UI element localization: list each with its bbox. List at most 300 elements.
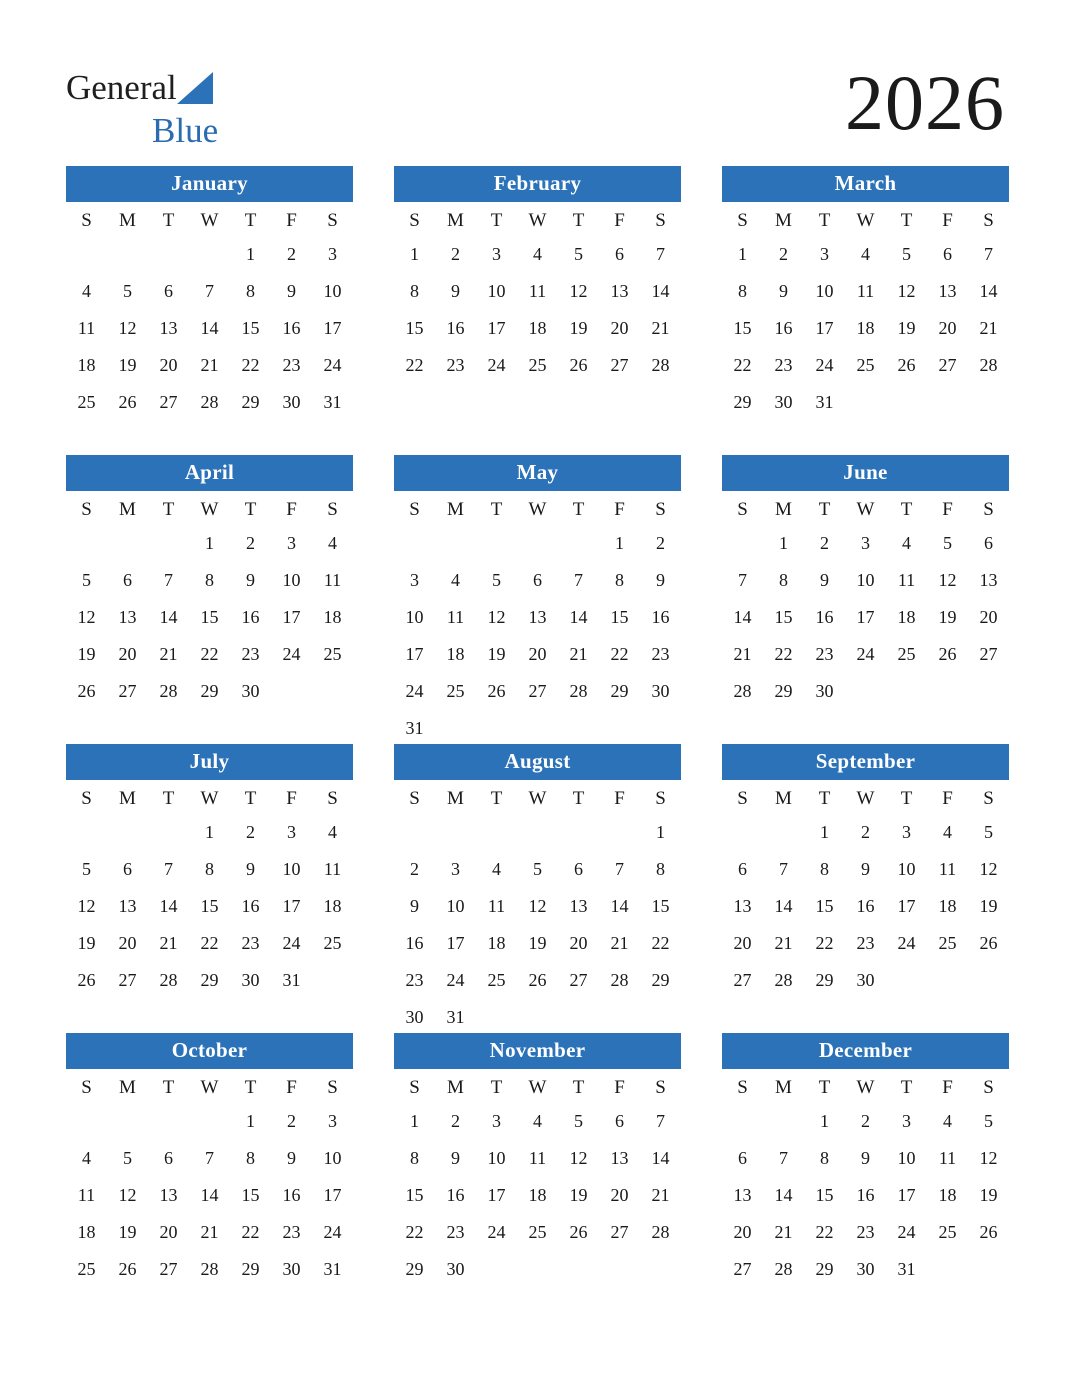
day-cell — [476, 999, 517, 1036]
week-row — [722, 310, 1009, 347]
day-cell — [66, 236, 107, 273]
day-cell: 4 — [451, 570, 460, 590]
day-cell: 18 — [77, 355, 96, 375]
day-cell: 17 — [446, 933, 465, 953]
week-row — [66, 999, 353, 1033]
day-cell: 7 — [738, 570, 747, 590]
day-cell: 26 — [118, 392, 137, 412]
week-row — [394, 310, 681, 347]
day-cell — [558, 525, 599, 562]
day-cell: 29 — [651, 970, 670, 990]
month-table — [722, 493, 1009, 744]
day-cell: 28 — [733, 681, 752, 701]
week-row — [722, 347, 1009, 384]
day-cell — [558, 999, 599, 1036]
day-cell: 14 — [159, 896, 178, 916]
day-cell: 27 — [159, 392, 178, 412]
day-cell: 11 — [446, 607, 465, 627]
day-cell: 28 — [569, 681, 588, 701]
day-cell: 20 — [733, 933, 752, 953]
day-cell: 18 — [323, 896, 342, 916]
day-cell — [476, 384, 517, 418]
week-row — [722, 384, 1009, 421]
day-cell: 3 — [820, 244, 829, 264]
day-cell: 9 — [861, 1148, 870, 1168]
day-cell: 27 — [118, 681, 137, 701]
weekday-header: F — [942, 788, 953, 809]
day-cell: 1 — [410, 1111, 419, 1131]
day-cell — [271, 421, 312, 455]
day-cell — [968, 673, 1009, 710]
day-cell: 18 — [938, 1185, 957, 1205]
day-cell: 23 — [241, 933, 260, 953]
day-cell: 10 — [897, 1148, 916, 1168]
day-cell: 19 — [569, 318, 588, 338]
day-cell: 23 — [405, 970, 424, 990]
day-cell: 1 — [205, 822, 214, 842]
day-cell — [640, 999, 681, 1036]
week-row — [394, 418, 681, 452]
weekday-header: W — [200, 1077, 219, 1098]
day-cell: 26 — [897, 355, 916, 375]
day-cell: 4 — [82, 1148, 91, 1168]
day-cell: 13 — [569, 896, 588, 916]
week-row — [722, 925, 1009, 962]
weekday-header: T — [572, 210, 585, 231]
month-title: April — [66, 455, 353, 491]
weekday-header: S — [409, 210, 420, 231]
day-cell: 16 — [241, 607, 260, 627]
weekday-header: T — [162, 499, 175, 520]
day-cell — [230, 421, 271, 455]
weekday-header: T — [244, 210, 257, 231]
day-cell: 3 — [328, 1111, 337, 1131]
week-row — [394, 236, 681, 273]
month-table — [66, 204, 353, 455]
month-title: June — [722, 455, 1009, 491]
day-cell: 19 — [77, 644, 96, 664]
day-cell: 23 — [282, 1222, 301, 1242]
weekday-header-row — [394, 204, 681, 236]
day-cell: 20 — [159, 1222, 178, 1242]
day-cell: 29 — [815, 970, 834, 990]
day-cell — [763, 1103, 804, 1140]
weekday-header: S — [737, 499, 748, 520]
day-cell: 9 — [451, 281, 460, 301]
day-cell — [599, 418, 640, 452]
day-cell: 14 — [733, 607, 752, 627]
day-cell: 16 — [282, 318, 301, 338]
day-cell — [312, 999, 353, 1033]
weekday-header: S — [409, 499, 420, 520]
logo-text-general: General — [66, 68, 177, 107]
day-cell: 8 — [779, 570, 788, 590]
week-row — [66, 1140, 353, 1177]
day-cell: 9 — [246, 859, 255, 879]
week-row — [722, 962, 1009, 999]
weekday-header: T — [490, 1077, 503, 1098]
day-cell: 9 — [410, 896, 419, 916]
day-cell: 26 — [118, 1259, 137, 1279]
week-row — [394, 962, 681, 999]
day-cell — [517, 814, 558, 851]
month-february — [394, 166, 681, 455]
day-cell — [435, 814, 476, 851]
day-cell — [722, 1288, 763, 1322]
day-cell: 27 — [159, 1259, 178, 1279]
day-cell: 4 — [861, 244, 870, 264]
week-row — [722, 525, 1009, 562]
weekday-header: F — [614, 1077, 625, 1098]
day-cell: 20 — [569, 933, 588, 953]
day-cell — [599, 999, 640, 1036]
weekday-header: S — [983, 1077, 994, 1098]
weekday-header: F — [942, 499, 953, 520]
day-cell — [312, 962, 353, 999]
day-cell — [517, 1288, 558, 1322]
day-cell — [394, 418, 435, 452]
day-cell: 28 — [774, 970, 793, 990]
day-cell: 27 — [118, 970, 137, 990]
day-cell: 17 — [897, 896, 916, 916]
day-cell: 1 — [615, 533, 624, 553]
day-cell: 11 — [938, 1148, 957, 1168]
week-row — [66, 710, 353, 744]
day-cell: 22 — [610, 644, 629, 664]
weekday-header-row — [66, 493, 353, 525]
day-cell — [804, 421, 845, 455]
day-cell: 7 — [984, 244, 993, 264]
day-cell: 15 — [241, 318, 260, 338]
day-cell: 21 — [979, 318, 998, 338]
day-cell: 6 — [615, 1111, 624, 1131]
day-cell — [189, 1288, 230, 1322]
weekday-header: T — [162, 788, 175, 809]
day-cell: 14 — [651, 1148, 670, 1168]
weekday-header: S — [81, 788, 92, 809]
day-cell: 12 — [569, 1148, 588, 1168]
day-cell: 23 — [446, 355, 465, 375]
day-cell: 17 — [487, 318, 506, 338]
day-cell — [66, 421, 107, 455]
week-row — [394, 1214, 681, 1251]
day-cell: 1 — [738, 244, 747, 264]
day-cell — [804, 710, 845, 744]
day-cell: 1 — [820, 1111, 829, 1131]
day-cell: 21 — [610, 933, 629, 953]
weekday-header: T — [818, 499, 831, 520]
day-cell — [599, 1288, 640, 1322]
day-cell: 10 — [323, 1148, 342, 1168]
day-cell: 12 — [118, 1185, 137, 1205]
month-april — [66, 455, 353, 744]
day-cell — [148, 999, 189, 1033]
day-cell: 28 — [200, 1259, 219, 1279]
weekday-header: T — [162, 210, 175, 231]
week-row — [66, 310, 353, 347]
day-cell — [394, 384, 435, 418]
day-cell — [148, 710, 189, 744]
day-cell — [640, 1251, 681, 1288]
month-december — [722, 1033, 1009, 1322]
day-cell: 5 — [943, 533, 952, 553]
day-cell: 18 — [897, 607, 916, 627]
day-cell: 21 — [200, 355, 219, 375]
weekday-header-row — [66, 1071, 353, 1103]
weekday-header: F — [614, 788, 625, 809]
day-cell: 29 — [241, 392, 260, 412]
day-cell — [558, 710, 599, 747]
day-cell: 25 — [77, 392, 96, 412]
day-cell: 28 — [159, 681, 178, 701]
month-title: November — [394, 1033, 681, 1069]
day-cell: 29 — [241, 1259, 260, 1279]
day-cell: 10 — [487, 281, 506, 301]
day-cell: 4 — [82, 281, 91, 301]
day-cell — [763, 710, 804, 744]
day-cell: 10 — [405, 607, 424, 627]
day-cell — [107, 814, 148, 851]
day-cell: 18 — [77, 1222, 96, 1242]
weekday-header: M — [447, 499, 464, 520]
day-cell: 12 — [528, 896, 547, 916]
week-row — [394, 599, 681, 636]
weekday-header: S — [327, 210, 338, 231]
day-cell: 16 — [446, 318, 465, 338]
weekday-header-row — [66, 782, 353, 814]
day-cell — [763, 1288, 804, 1322]
week-row — [394, 562, 681, 599]
day-cell — [599, 384, 640, 418]
week-row — [66, 636, 353, 673]
day-cell: 27 — [569, 970, 588, 990]
day-cell: 25 — [487, 970, 506, 990]
weekday-header: T — [572, 1077, 585, 1098]
day-cell: 12 — [569, 281, 588, 301]
day-cell: 21 — [159, 644, 178, 664]
day-cell: 7 — [656, 1111, 665, 1131]
weekday-header-row — [722, 493, 1009, 525]
day-cell: 13 — [118, 896, 137, 916]
day-cell: 23 — [282, 355, 301, 375]
week-row — [722, 1288, 1009, 1322]
day-cell: 16 — [856, 1185, 875, 1205]
day-cell — [435, 418, 476, 452]
day-cell: 7 — [164, 859, 173, 879]
day-cell: 27 — [610, 1222, 629, 1242]
weekday-header: M — [775, 210, 792, 231]
day-cell: 14 — [774, 896, 793, 916]
day-cell: 22 — [241, 1222, 260, 1242]
month-may — [394, 455, 681, 744]
day-cell: 25 — [938, 933, 957, 953]
day-cell: 1 — [205, 533, 214, 553]
day-cell — [722, 814, 763, 851]
day-cell: 19 — [979, 1185, 998, 1205]
day-cell — [312, 421, 353, 455]
day-cell — [599, 1251, 640, 1288]
day-cell: 26 — [77, 681, 96, 701]
week-row — [722, 273, 1009, 310]
day-cell — [271, 1288, 312, 1322]
day-cell: 10 — [897, 859, 916, 879]
week-row — [66, 673, 353, 710]
weekday-header: T — [818, 1077, 831, 1098]
day-cell: 23 — [856, 1222, 875, 1242]
month-title: August — [394, 744, 681, 780]
weekday-header: M — [775, 499, 792, 520]
weekday-header: M — [447, 1077, 464, 1098]
day-cell: 17 — [405, 644, 424, 664]
day-cell: 10 — [446, 896, 465, 916]
day-cell: 31 — [323, 392, 342, 412]
weekday-header: M — [447, 210, 464, 231]
day-cell — [107, 236, 148, 273]
day-cell: 15 — [815, 1185, 834, 1205]
day-cell: 17 — [856, 607, 875, 627]
weekday-header: F — [286, 210, 297, 231]
day-cell: 13 — [610, 281, 629, 301]
day-cell: 6 — [123, 859, 132, 879]
week-row — [394, 710, 681, 747]
day-cell — [968, 999, 1009, 1033]
week-row — [722, 636, 1009, 673]
day-cell: 12 — [938, 570, 957, 590]
day-cell — [886, 999, 927, 1033]
day-cell — [927, 384, 968, 421]
day-cell: 30 — [856, 970, 875, 990]
day-cell: 2 — [246, 822, 255, 842]
day-cell — [271, 673, 312, 710]
day-cell: 13 — [733, 1185, 752, 1205]
day-cell: 21 — [159, 933, 178, 953]
week-row — [722, 999, 1009, 1033]
week-row — [394, 925, 681, 962]
week-row — [66, 1177, 353, 1214]
day-cell — [722, 999, 763, 1033]
day-cell: 4 — [328, 822, 337, 842]
day-cell: 7 — [779, 859, 788, 879]
day-cell: 5 — [82, 570, 91, 590]
week-row — [66, 347, 353, 384]
day-cell: 25 — [528, 355, 547, 375]
day-cell: 26 — [569, 1222, 588, 1242]
day-cell: 16 — [446, 1185, 465, 1205]
day-cell — [763, 999, 804, 1033]
weekday-header: W — [528, 1077, 547, 1098]
day-cell: 3 — [287, 533, 296, 553]
day-cell — [394, 1288, 435, 1322]
day-cell: 24 — [897, 933, 916, 953]
day-cell: 30 — [405, 1007, 424, 1027]
day-cell: 26 — [77, 970, 96, 990]
day-cell — [845, 710, 886, 744]
day-cell: 1 — [246, 244, 255, 264]
day-cell — [886, 384, 927, 421]
weekday-header-row — [722, 1071, 1009, 1103]
day-cell: 11 — [487, 896, 506, 916]
day-cell: 25 — [938, 1222, 957, 1242]
weekday-header: M — [447, 788, 464, 809]
week-row — [66, 851, 353, 888]
day-cell: 13 — [528, 607, 547, 627]
day-cell: 24 — [282, 644, 301, 664]
day-cell: 4 — [492, 859, 501, 879]
week-row — [66, 562, 353, 599]
day-cell: 10 — [815, 281, 834, 301]
day-cell: 23 — [774, 355, 793, 375]
day-cell: 21 — [774, 933, 793, 953]
day-cell: 17 — [897, 1185, 916, 1205]
day-cell: 20 — [979, 607, 998, 627]
weekday-header: S — [409, 1077, 420, 1098]
week-row — [66, 525, 353, 562]
day-cell: 3 — [902, 1111, 911, 1131]
logo-triangle-icon — [175, 70, 215, 111]
day-cell: 16 — [241, 896, 260, 916]
day-cell: 5 — [574, 244, 583, 264]
week-row — [394, 814, 681, 851]
day-cell — [558, 418, 599, 452]
day-cell: 20 — [938, 318, 957, 338]
day-cell: 21 — [200, 1222, 219, 1242]
week-row — [722, 599, 1009, 636]
weekday-header: T — [244, 788, 257, 809]
day-cell: 6 — [164, 281, 173, 301]
day-cell — [312, 673, 353, 710]
day-cell — [927, 1251, 968, 1288]
month-title: February — [394, 166, 681, 202]
day-cell: 6 — [164, 1148, 173, 1168]
day-cell: 4 — [943, 822, 952, 842]
day-cell: 15 — [651, 896, 670, 916]
day-cell: 29 — [200, 681, 219, 701]
day-cell: 3 — [287, 822, 296, 842]
week-row — [394, 273, 681, 310]
day-cell: 5 — [984, 822, 993, 842]
day-cell: 7 — [574, 570, 583, 590]
day-cell — [271, 999, 312, 1033]
day-cell: 17 — [815, 318, 834, 338]
day-cell: 24 — [446, 970, 465, 990]
day-cell: 23 — [446, 1222, 465, 1242]
day-cell: 26 — [938, 644, 957, 664]
day-cell: 20 — [610, 318, 629, 338]
day-cell: 23 — [241, 644, 260, 664]
day-cell — [148, 525, 189, 562]
day-cell: 21 — [569, 644, 588, 664]
month-table — [722, 782, 1009, 1033]
weekday-header: M — [119, 788, 136, 809]
day-cell: 11 — [77, 1185, 96, 1205]
day-cell — [722, 1103, 763, 1140]
day-cell — [517, 999, 558, 1036]
day-cell — [927, 673, 968, 710]
weekday-header: S — [983, 788, 994, 809]
day-cell: 11 — [938, 859, 957, 879]
day-cell: 8 — [205, 570, 214, 590]
day-cell: 24 — [323, 1222, 342, 1242]
week-row — [66, 814, 353, 851]
day-cell: 7 — [779, 1148, 788, 1168]
weekday-header: S — [655, 1077, 666, 1098]
month-june — [722, 455, 1009, 744]
day-cell: 1 — [246, 1111, 255, 1131]
weekday-header: S — [737, 788, 748, 809]
week-row — [394, 999, 681, 1036]
week-row — [722, 814, 1009, 851]
weekday-header: T — [818, 788, 831, 809]
